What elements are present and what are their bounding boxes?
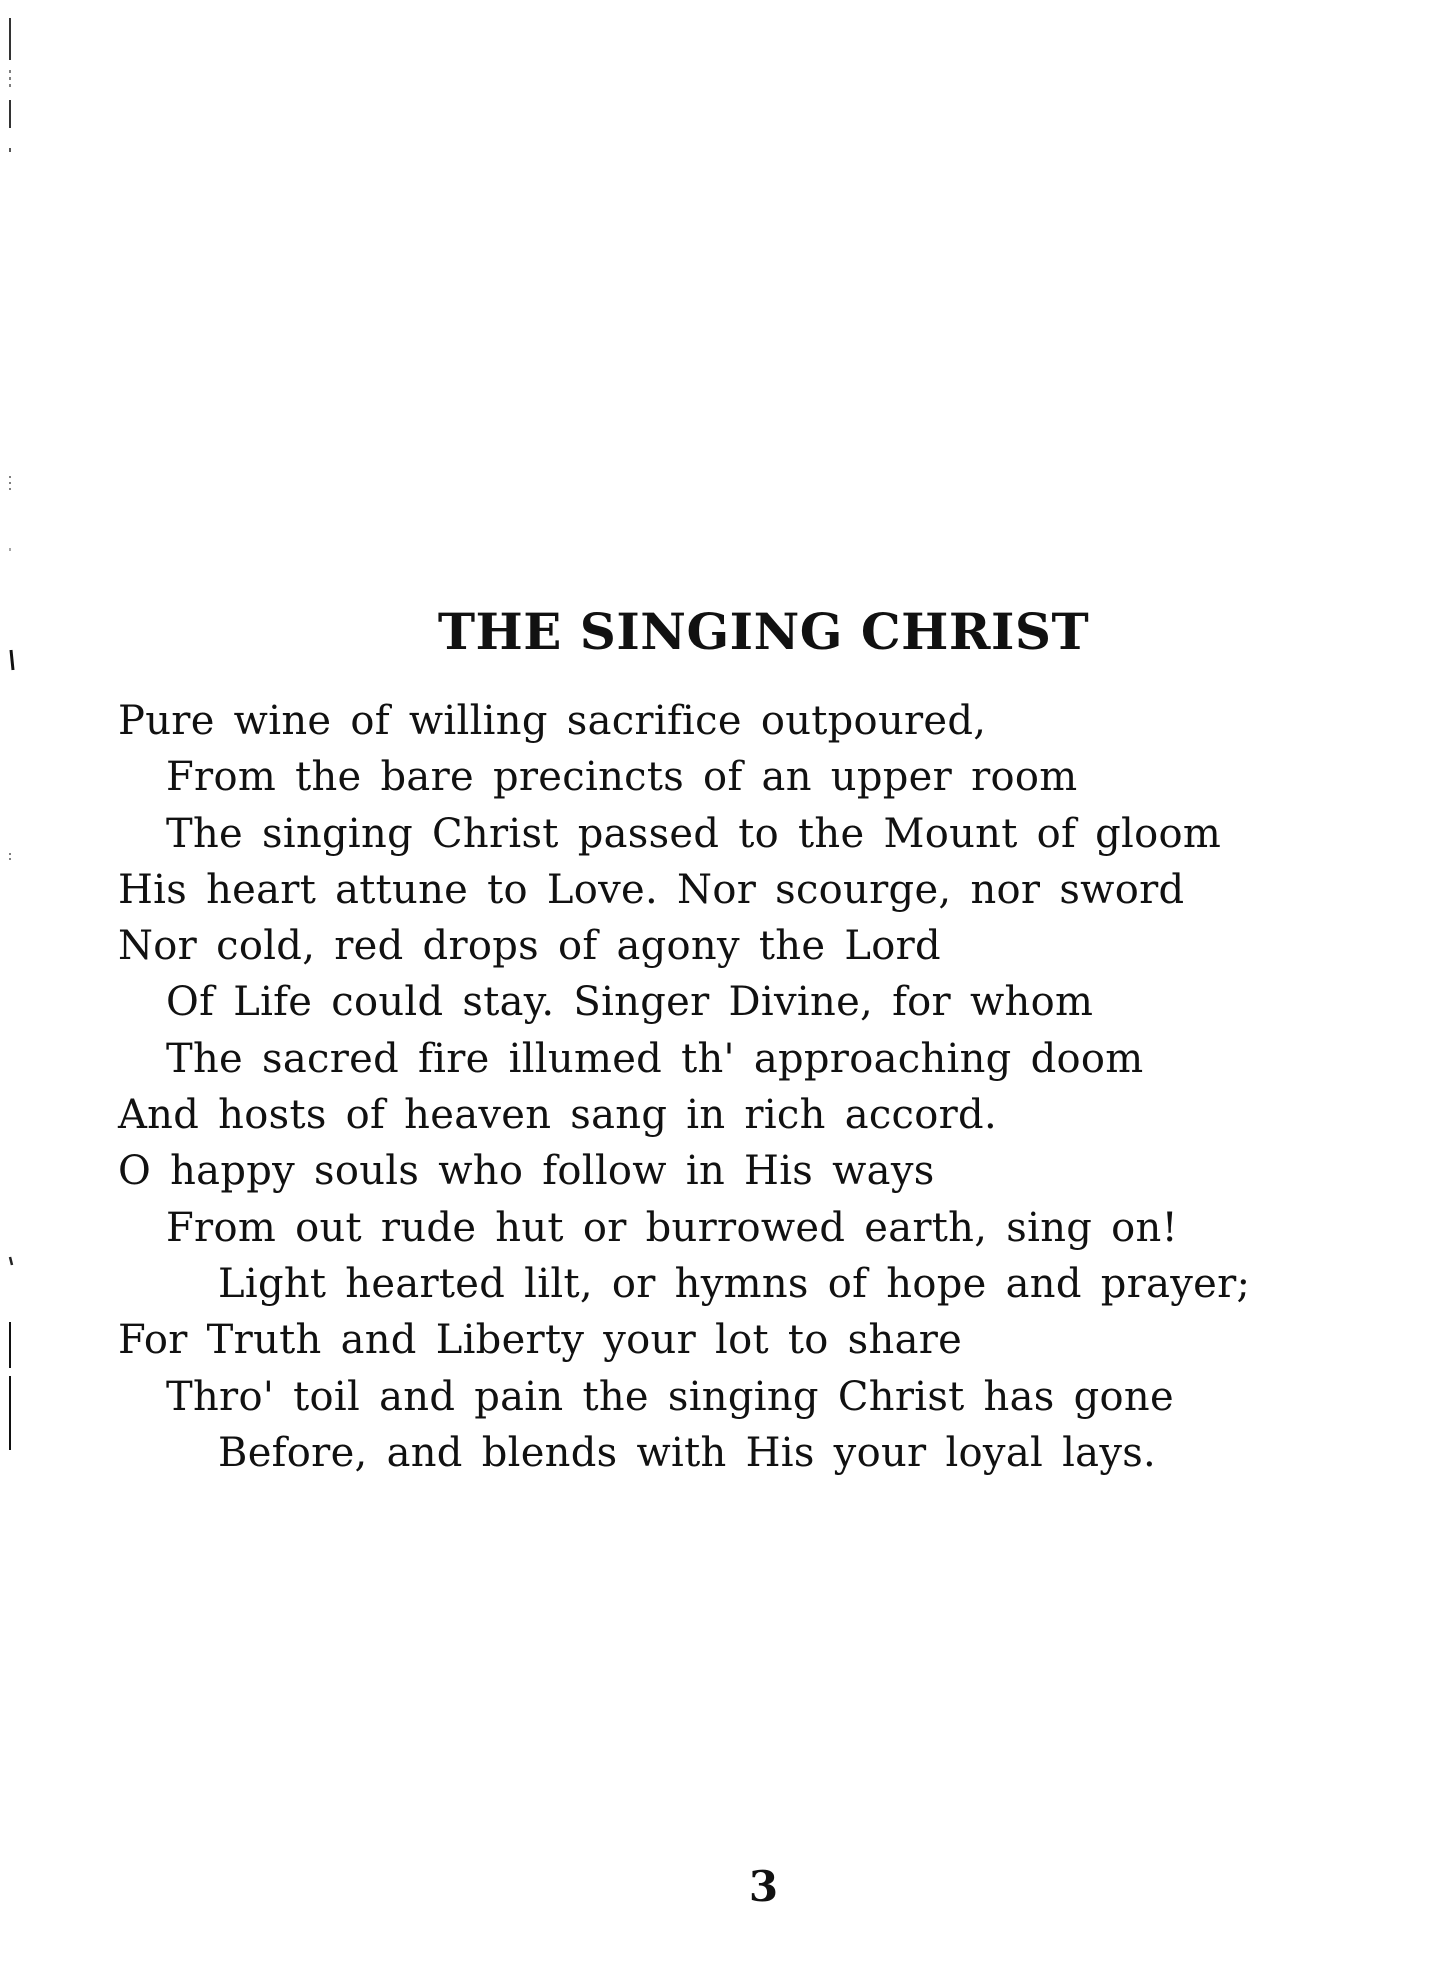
poem-line: Nor cold, red drops of agony the Lord — [118, 923, 941, 970]
poem-line: His heart attune to Love. Nor scourge, nor sword — [118, 866, 1185, 913]
poem-line: Of Life could stay. Singer Divine, for whom — [166, 979, 1094, 1026]
poem-line: From out rude hut or burrowed earth, sing on! — [166, 1204, 1178, 1251]
poem-line: Light hearted lilt, or hymns of hope and prayer; — [218, 1260, 1251, 1307]
poem-line: The singing Christ passed to the Mount of gloom — [166, 810, 1222, 857]
poem-title: THE SINGING CHRIST — [437, 601, 1090, 661]
poem-line: For Truth and Liberty your lot to share — [118, 1317, 963, 1364]
poem-line: O happy souls who follow in His ways — [118, 1148, 935, 1195]
page-number: 3 — [748, 1862, 779, 1911]
poem-body — [118, 693, 1250, 1481]
poem-line: Before, and blends with His your loyal lays. — [218, 1429, 1157, 1476]
scan-margin-marks — [0, 0, 60, 1985]
poem-line: Thro' toil and pain the singing Christ has gone — [166, 1373, 1174, 1420]
poem-line: And hosts of heaven sang in rich accord. — [118, 1092, 997, 1139]
poem-line: Pure wine of willing sacrifice outpoured, — [118, 698, 987, 744]
poem-line: From the bare precincts of an upper room — [166, 754, 1078, 801]
poem-line: The sacred fire illumed th' approaching doom — [166, 1035, 1144, 1082]
